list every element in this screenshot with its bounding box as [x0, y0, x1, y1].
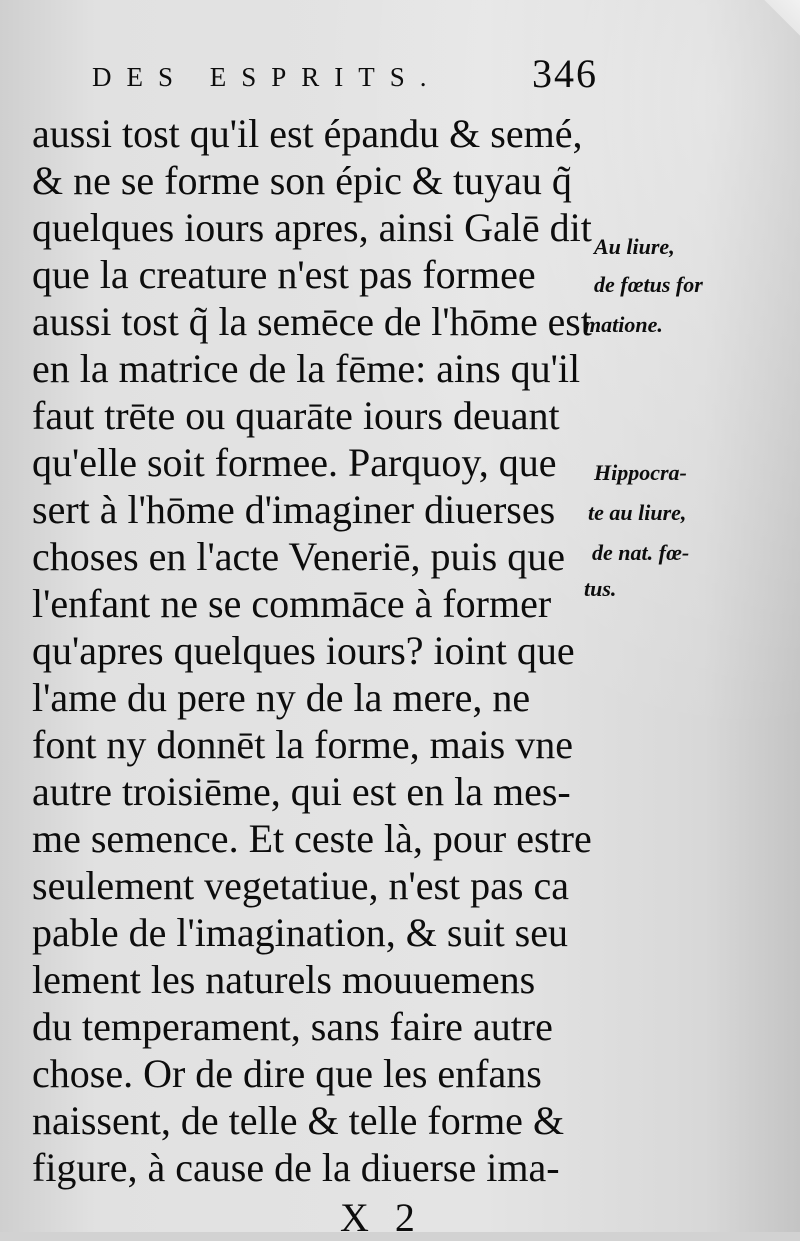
body-line: font ny donnēt la forme, mais vne — [32, 722, 573, 767]
body-line: & ne se forme son épic & tuyau q̃ — [32, 158, 572, 203]
body-line: aussi tost qu'il est épandu & semé, — [32, 111, 583, 156]
body-line: me semence. Et ceste là, pour estre — [32, 816, 592, 861]
page-number: 346 — [532, 51, 598, 96]
body-line: du temperament, sans faire autre — [32, 1004, 553, 1049]
body-line: qu'apres quelques iours? ioint que — [32, 628, 575, 673]
marginal-note: Au liure, — [594, 234, 675, 259]
body-line: choses en l'acte Veneriē, puis que — [32, 534, 565, 579]
body-line: en la matrice de la fēme: ains qu'il — [32, 346, 581, 391]
body-line: sert à l'hōme d'imaginer diuerses — [32, 487, 556, 532]
body-line: quelques iours apres, ainsi Galē dit — [32, 205, 592, 250]
body-line: autre troisiēme, qui est en la mes- — [32, 769, 571, 814]
body-line: chose. Or de dire que les enfans — [32, 1051, 542, 1096]
marginal-note: de nat. fœ- — [592, 540, 690, 565]
body-line: l'enfant ne se commāce à former — [32, 581, 552, 626]
body-line: seulement vegetatiue, n'est pas ca — [32, 863, 569, 908]
body-line: pable de l'imagination, & suit seu — [32, 910, 568, 955]
marginal-note: te au liure, — [588, 500, 687, 525]
marginal-note: de fœtus for — [594, 272, 703, 297]
page-corner — [758, 0, 800, 46]
marginal-note: tus. — [584, 576, 617, 601]
marginal-note: matione. — [584, 312, 663, 337]
body-line: que la creature n'est pas formee — [32, 252, 536, 297]
signature-mark: X 2 — [340, 1195, 423, 1240]
body-line: lement les naturels mouuemens — [32, 957, 536, 1002]
running-head: DES ESPRITS. — [92, 62, 442, 92]
body-line: qu'elle soit formee. Parquoy, que — [32, 440, 557, 485]
body-line: figure, à cause de la diuerse ima- — [32, 1145, 560, 1190]
body-line: aussi tost q̃ la semēce de l'hōme est — [32, 299, 592, 344]
marginal-note: Hippocra- — [594, 460, 687, 485]
body-line: l'ame du pere ny de la mere, ne — [32, 675, 531, 720]
body-line: faut trēte ou quarāte iours deuant — [32, 393, 560, 438]
body-line: naissent, de telle & telle forme & — [32, 1098, 565, 1143]
